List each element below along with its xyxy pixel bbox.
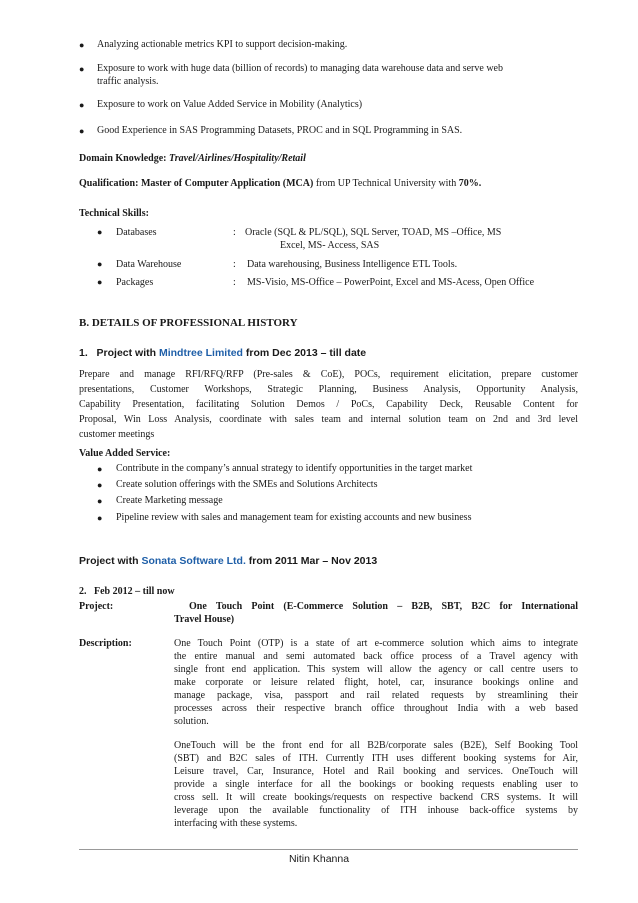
- skill-name-dw: Data Warehouse: [116, 259, 182, 270]
- desc-para1-line: single front end application. This system will allow the agency or call centre users to: [174, 664, 578, 675]
- bullet-dot: ●: [97, 464, 103, 474]
- section-b-heading: B. DETAILS OF PROFESSIONAL HISTORY: [79, 317, 298, 329]
- project1-desc-line: Proposal, Win Loss Analysis, coordinate with sales team and internal solution team on 2nd and 3rd level: [79, 414, 578, 425]
- skill-value-databases: Oracle (SQL & PL/SQL), SQL Server, TOAD, MS –Office, MS: [245, 227, 502, 238]
- project2-heading: [79, 554, 377, 568]
- bullet-dot: ●: [97, 259, 103, 269]
- project1-desc-line: customer meetings: [79, 429, 155, 440]
- project1-desc-line: presentations, Customer Workshops, Strategic Planning, Business Analysis, Opportunity Analysis,: [79, 384, 578, 395]
- project1-company: Mindtree Limited: [158, 347, 243, 359]
- bullet-dot: ●: [97, 496, 103, 506]
- project1-post: from Dec 2013 – till date: [242, 347, 367, 359]
- bullet-vas: Exposure to work on Value Added Service in Mobility (Analytics): [97, 99, 363, 110]
- domain-label: Domain Knowledge:: [79, 153, 169, 164]
- project2-company: Sonata Software Ltd.: [141, 555, 246, 567]
- desc-para2-line: provide a single interface for all the bookings or booking requests enabling user to: [174, 779, 578, 790]
- domain-knowledge: [79, 153, 306, 166]
- vas-item: Create Marketing message: [116, 495, 223, 506]
- project1-heading: [79, 346, 366, 360]
- desc-para2-line: cross sell. It will create bookings/requests on respective backend CRS systems. It will: [174, 792, 578, 803]
- project1-num: 1.: [79, 347, 88, 359]
- bullet-dot: ●: [97, 227, 103, 237]
- desc-para1-line: One Touch Point (OTP) is a state of art e-commerce solution which aims to integrate: [174, 638, 578, 649]
- skill-name-databases: Databases: [116, 227, 157, 238]
- skill-value-dw: Data warehousing, Business Intelligence ETL Tools.: [247, 259, 458, 270]
- skill-sep: :: [233, 227, 236, 238]
- technical-skills-title: Technical Skills:: [79, 208, 149, 219]
- description-label: Description:: [79, 638, 132, 649]
- bullet-data-line1: Exposure to work with huge data (billion of records) to managing data warehouse data and serve web: [97, 63, 503, 74]
- qualification-pct: 70%.: [458, 178, 482, 189]
- bullet-sas: Good Experience in SAS Programming Datasets, PROC and in SQL Programming in SAS.: [97, 125, 463, 136]
- desc-para2-line: interfacing with these systems.: [174, 818, 298, 829]
- bullet-data-line2: traffic analysis.: [97, 76, 159, 87]
- desc-para1-line: make corporate or leisure related flight, hotel, car, insurance bookings online and: [174, 677, 578, 688]
- project1-desc-line: Capability Presentation, facilitating Solution Demos / PoCs, Capability Deck, Reusable Content for: [79, 399, 578, 410]
- bullet-dot: ●: [79, 126, 85, 136]
- project1-desc-line: Prepare and manage RFI/RFQ/RFP (Pre-sales & CoE), POCs, requirement elicitation, prepare customer: [79, 369, 578, 380]
- domain-value: Travel/Airlines/Hospitality/Retail: [169, 153, 306, 164]
- desc-para2-line: (SBT) and B2C sales of ITH. Currently ITH uses different booking systems for Air,: [174, 753, 578, 764]
- desc-para1-line: the entire manual and semi automated back office process of a Travel agency with: [174, 651, 578, 662]
- skill-sep: :: [233, 259, 236, 270]
- project-value-line1: One Touch Point (E-Commerce Solution – B2B, SBT, B2C for International: [189, 601, 578, 612]
- project-value-line2: Travel House): [174, 614, 235, 625]
- skill-sep: :: [233, 277, 236, 288]
- desc-para2-line: Leisure travel, Car, Insurance, Hotel and Rail booking and services. OneTouch will: [174, 766, 578, 777]
- bullet-dot: ●: [79, 64, 85, 74]
- skill-value-databases-cont: Excel, MS- Access, SAS: [280, 240, 380, 251]
- skill-name-packages: Packages: [116, 277, 154, 288]
- desc-para1-line: solution.: [174, 716, 209, 727]
- project2-subheading: 2. Feb 2012 – till now: [79, 586, 175, 597]
- skill-value-packages: MS-Visio, MS-Office – PowerPoint, Excel and MS-Acess, Open Office: [247, 277, 535, 288]
- bullet-dot: ●: [79, 40, 85, 50]
- qualification: [79, 178, 481, 191]
- project2-pre: Project with: [79, 555, 142, 567]
- bullet-dot: ●: [97, 277, 103, 287]
- vas-item: Pipeline review with sales and management team for existing accounts and new business: [116, 512, 472, 523]
- bullet-dot: ●: [97, 480, 103, 490]
- footer-divider: [79, 849, 578, 850]
- vas-item: Contribute in the company’s annual strategy to identify opportunities in the target market: [116, 463, 473, 474]
- desc-para1-line: processes across their respective branch office throughout India with a web based: [174, 703, 578, 714]
- desc-para2-line: OneTouch will be the front end for all B2B/corporate sales (B2E), Self Booking Tool: [174, 740, 578, 751]
- qualification-rest: from UP Technical University with: [313, 178, 459, 189]
- qualification-label: Qualification: Master of Computer Application (MCA): [79, 178, 314, 189]
- desc-para1-line: manage package, visa, passport and rail related requests by streamlining their: [174, 690, 578, 701]
- vas-title: Value Added Service:: [79, 448, 171, 459]
- vas-item: Create solution offerings with the SMEs and Solutions Architects: [116, 479, 378, 490]
- bullet-kpi: Analyzing actionable metrics KPI to support decision-making.: [97, 39, 348, 50]
- bullet-dot: ●: [97, 513, 103, 523]
- bullet-dot: ●: [79, 100, 85, 110]
- project2-post: from 2011 Mar – Nov 2013: [245, 555, 378, 567]
- desc-para2-line: leverage upon the available functionality of ITH inhouse back-office systems by: [174, 805, 578, 816]
- footer-name: Nitin Khanna: [288, 853, 350, 865]
- project1-pre: Project with: [96, 347, 159, 359]
- project-label: Project:: [79, 601, 114, 612]
